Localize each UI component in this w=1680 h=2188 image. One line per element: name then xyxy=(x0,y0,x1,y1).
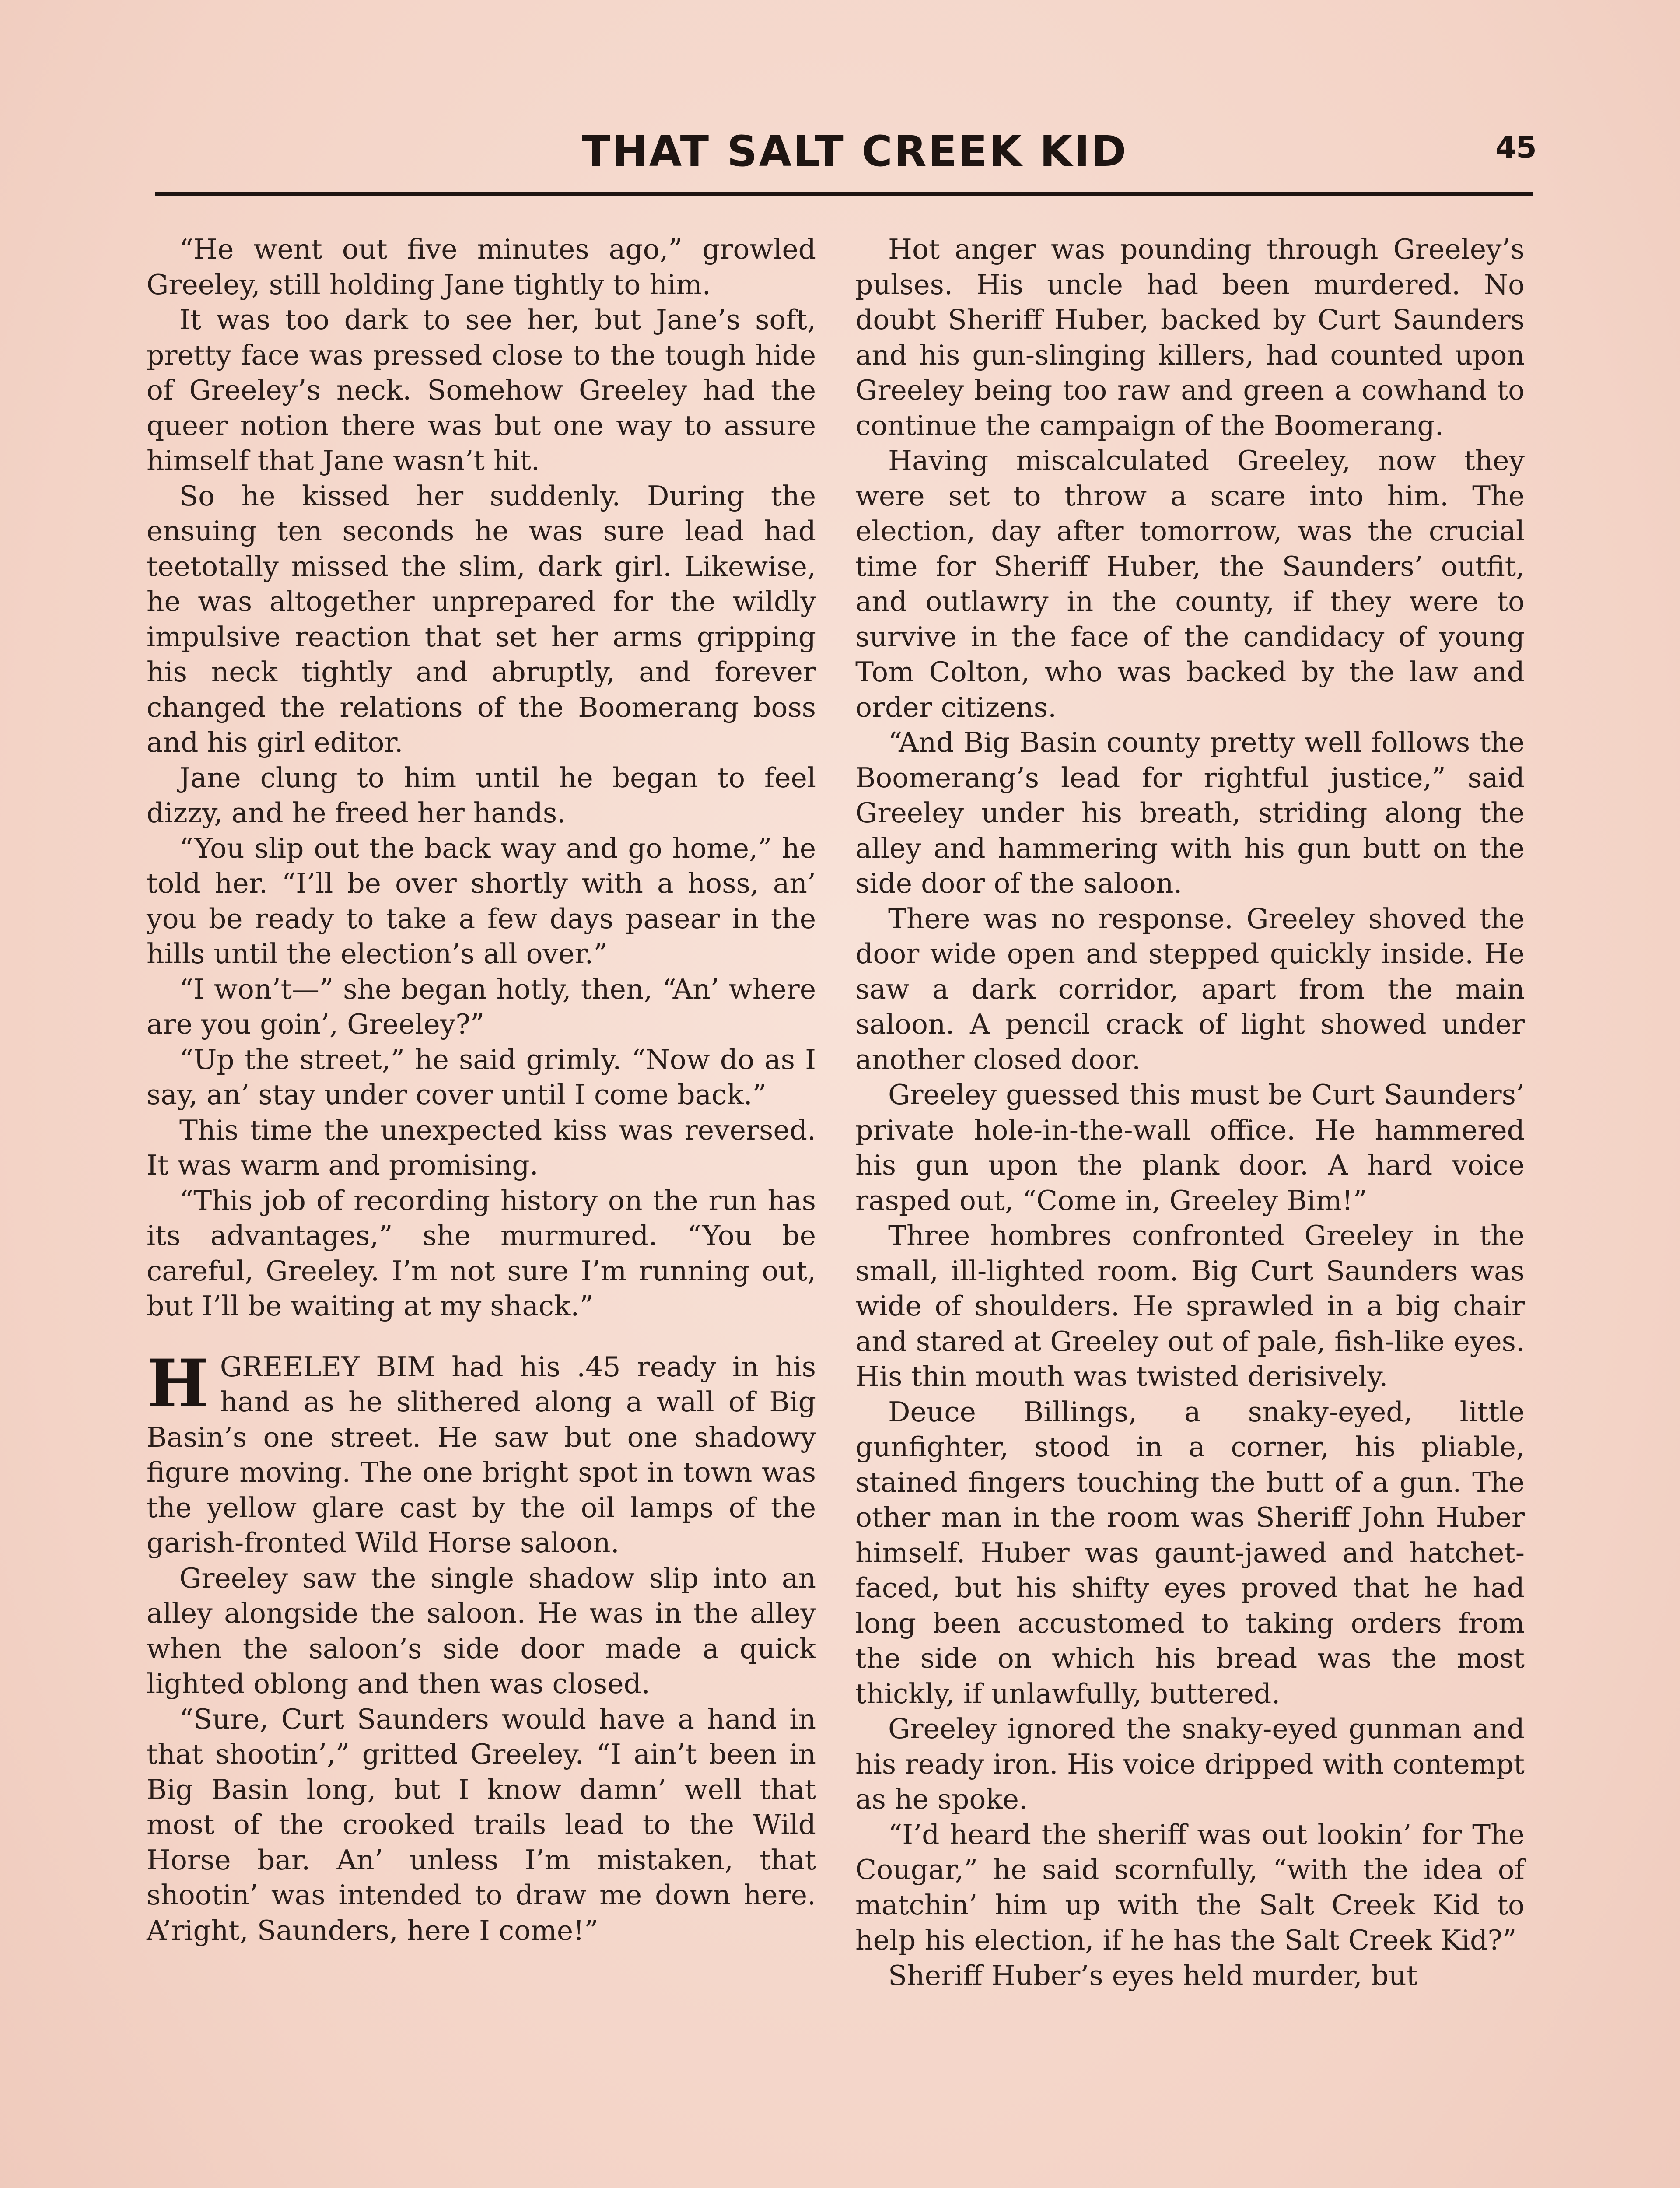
left-column xyxy=(147,232,816,1948)
paragraph: Having miscalculated Greeley, now they were set to throw a scare into him. The election, day after tomorrow, was the crucial time for Sheriff Huber, the Saunders’ outfit, and outlawry in the county, if they were to survive in the face of the candidacy of young Tom Colton, who was backed by the law and order citizens. xyxy=(855,445,1525,723)
section-break-paragraph xyxy=(147,1345,816,1561)
header-rule xyxy=(155,192,1533,196)
paragraph: “And Big Basin county pretty well follows the Boomerang’s lead for rightful justice,” said Greeley under his breath, striding along the alley and hammering with his gun butt on the side door of the saloon. xyxy=(855,726,1525,899)
paragraph: Jane clung to him until he began to feel dizzy, and he freed her hands. xyxy=(147,761,816,829)
paragraph: “Up the street,” he said grimly. “Now do as I say, an’ stay under cover until I come back.” xyxy=(147,1043,816,1111)
paragraph: “This job of recording history on the run has its advantages,” she murmured. “You be careful, Greeley. I’m not sure I’m running out, but I’ll be waiting at my shack.” xyxy=(147,1184,816,1322)
paragraph: Greeley ignored the snaky-eyed gunman and his ready iron. His voice dripped with contempt as he spoke. xyxy=(855,1713,1525,1815)
paragraph: “He went out five minutes ago,” growled Greeley, still holding Jane tightly to him. xyxy=(147,233,816,301)
paragraph: So he kissed her suddenly. During the ensuing ten seconds he was sure lead had teetotally missed the slim, dark girl. Likewise, he was altogether unprepared for the wildly impulsive reaction that set her arms gripping his neck tightly and abruptly, and forever changed the relations of the Boomerang boss and his girl editor. xyxy=(147,480,816,758)
paragraph: This time the unexpected kiss was reversed. It was warm and promising. xyxy=(147,1114,816,1181)
paragraph: Greeley saw the single shadow slip into an alley alongside the saloon. He was in the alley when the saloon’s side door made a quick lighted oblong and then was closed. xyxy=(147,1562,816,1700)
page-title: THAT SALT CREEK KID xyxy=(582,127,1128,176)
drop-cap: H xyxy=(147,1345,209,1422)
paragraph: Hot anger was pounding through Greeley’s pulses. His uncle had been murdered. No doubt Sheriff Huber, backed by Curt Saunders and his gun-slinging killers, had counted upon Greeley being too raw and green a cowhand to continue the campaign of the Boomerang. xyxy=(855,233,1525,442)
right-column xyxy=(855,232,1525,1993)
page-number: 45 xyxy=(1495,130,1537,165)
paragraph: Sheriff Huber’s eyes held murder, but xyxy=(888,1959,1418,1992)
paragraph: Three hombres confronted Greeley in the small, ill-lighted room. Big Curt Saunders was wide of shoulders. He sprawled in a big chair and stared at Greeley out of pale, fish-like eyes. His thin mouth was twisted derisively. xyxy=(855,1220,1525,1392)
paragraph: It was too dark to see her, but Jane’s soft, pretty face was pressed close to the tough hide of Greeley’s neck. Somehow Greeley had the queer notion there was but one way to assure himself that Jane wasn’t hit. xyxy=(147,304,816,477)
paragraph: “I’d heard the sheriff was out lookin’ for The Cougar,” he said scornfully, “with the idea of matchin’ him up with the Salt Creek Kid to help his election, if he has the Salt Creek Kid?” xyxy=(855,1818,1525,1956)
paragraph: “I won’t—” she began hotly, then, “An’ where are you goin’, Greeley?” xyxy=(147,973,816,1040)
paragraph: There was no response. Greeley shoved the door wide open and stepped quickly inside. He saw a dark corridor, apart from the main saloon. A pencil crack of light showed under another closed door. xyxy=(855,902,1525,1076)
paragraph: “You slip out the back way and go home,” he told her. “I’ll be over shortly with a hoss, an’ you be ready to take a few days pasear in the hills until the election’s all over.” xyxy=(147,832,816,970)
paragraph: “Sure, Curt Saunders would have a hand in that shootin’,” gritted Greeley. “I ain’t been in Big Basin long, but I know damn’ well that most of the crooked trails lead to the Wild Horse bar. An’ unless I’m mistaken, that shootin’ was intended to draw me down here. A’right, Saunders, here I come!” xyxy=(147,1703,816,1946)
paragraph: Deuce Billings, a snaky-eyed, little gunfighter, stood in a corner, his pliable, stained fingers touching the butt of a gun. The other man in the room was Sheriff John Huber himself. Huber was gaunt-jawed and hatchet-faced, but his shifty eyes proved that he had long been accustomed to taking orders from the side on which his bread was the most thickly, if unlawfully, buttered. xyxy=(855,1396,1525,1710)
paragraph: Greeley guessed this must be Curt Saunders’ private hole-in-the-wall office. He hammered his gun upon the plank door. A hard voice rasped out, “Come in, Greeley Bim!” xyxy=(855,1079,1525,1217)
section-break-text: GREELEY BIM had his .45 ready in his hand as he slithered along a wall of Big Basin’s one street. He saw but one shadowy figure moving. The one bright spot in town was the yellow glare cast by the oil lamps of the garish-fronted Wild Horse saloon. xyxy=(147,1350,816,1559)
